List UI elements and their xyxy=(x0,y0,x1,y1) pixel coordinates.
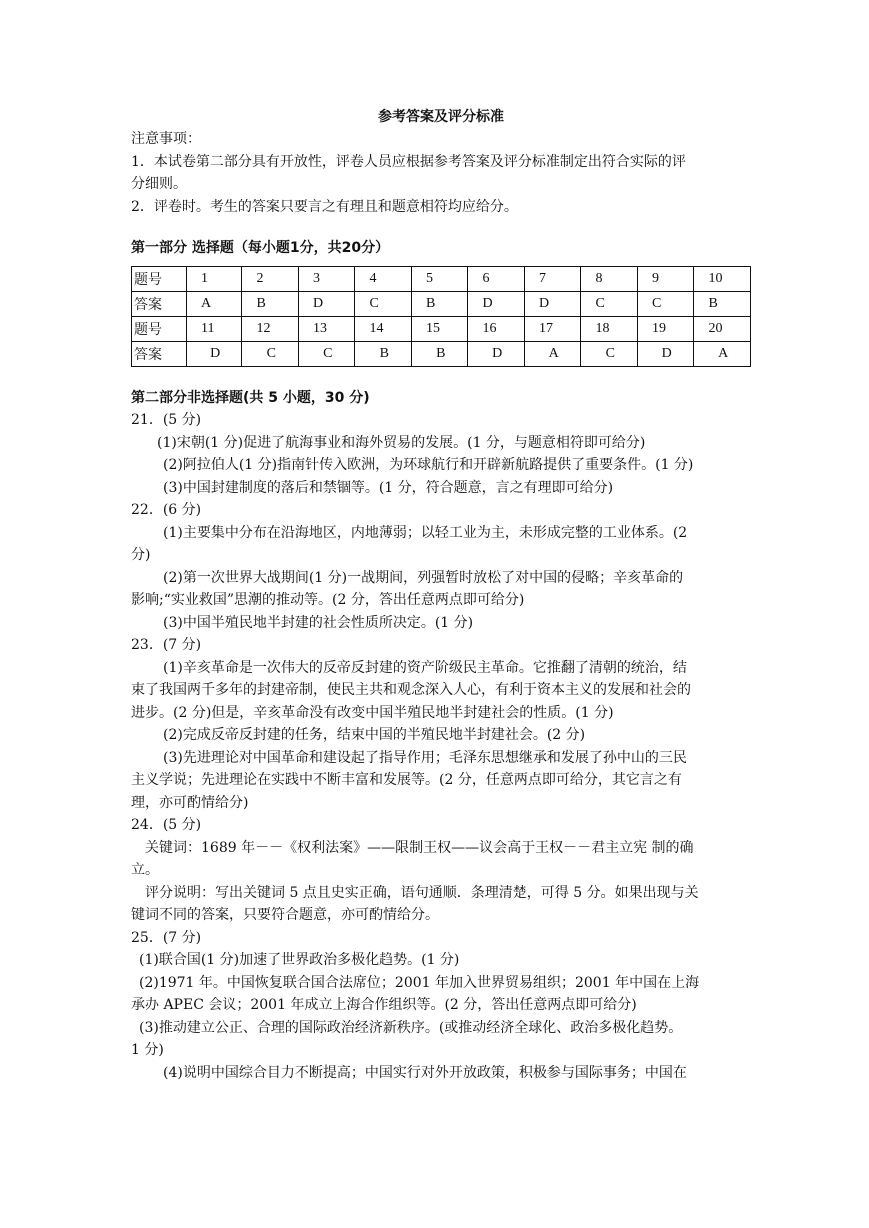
table-cell: D xyxy=(298,291,355,316)
q22-heading: 22．(6 分) xyxy=(131,502,202,518)
q25-answer-3: (3)推动建立公正、合理的国际政治经济新秩序。(或推动经济全球化、政治多极化趋势。 xyxy=(139,1019,683,1036)
q23-answer-3-cont2: 理，亦可酌情给分) xyxy=(131,794,249,811)
row-label: 答案 xyxy=(132,341,187,366)
table-cell: 6 xyxy=(468,266,525,291)
table-cell: D xyxy=(187,341,242,366)
q22-answer-3: (3)中国半殖民地半封建的社会性质所决定。(1 分) xyxy=(163,614,474,631)
q22-answer-1: (1)主要集中分布在沿海地区，内地薄弱；以轻工业为主，未形成完整的工业体系。(2 xyxy=(163,524,688,541)
table-cell: 1 xyxy=(187,266,242,291)
table-cell: 11 xyxy=(187,316,242,341)
row-label: 题号 xyxy=(132,266,187,291)
table-cell: 12 xyxy=(242,316,299,341)
table-cell: B xyxy=(355,341,412,366)
table-cell: 4 xyxy=(355,266,412,291)
table-cell: C xyxy=(581,291,638,316)
q23-answer-1-cont: 束了我国两千多年的封建帝制，使民主共和观念深入人心，有利于资本主义的发展和社会的 xyxy=(131,682,691,698)
q22-answer-1-cont: 分) xyxy=(131,547,151,563)
table-cell: 18 xyxy=(581,316,638,341)
table-cell: D xyxy=(524,291,581,316)
table-cell: D xyxy=(468,341,525,366)
table-cell: 8 xyxy=(581,266,638,291)
q21-answer-1: (1)宋朝(1 分)促进了航海事业和海外贸易的发展。(1 分，与题意相符即可给分) xyxy=(157,434,646,451)
table-cell: 9 xyxy=(637,266,694,291)
table-cell: B xyxy=(411,291,468,316)
q23-answer-1: (1)辛亥革命是一次伟大的反帝反封建的资产阶级民主革命。它推翻了清朝的统治，结 xyxy=(163,659,687,676)
table-row xyxy=(132,291,751,316)
notes-heading: 注意事项： xyxy=(131,131,201,147)
table-cell: C xyxy=(581,341,638,366)
q23-answer-1-cont2: 进步。(2 分)但是，辛亥革命没有改变中国半殖民地半封建社会的性质。(1 分) xyxy=(131,704,614,721)
table-cell: 17 xyxy=(524,316,581,341)
table-cell: A xyxy=(694,341,751,366)
notes-item-2: 2．评卷时。考生的答案只要言之有理且和题意相符均应给分。 xyxy=(131,198,518,215)
table-row xyxy=(132,316,751,341)
page-title: 参考答案及评分标准 xyxy=(378,109,504,125)
table-cell: C xyxy=(637,291,694,316)
table-cell: D xyxy=(468,291,525,316)
q25-answer-2: (2)1971 年。中国恢复联合国合法席位；2001 年加入世界贸易组织；2001 年中国在上海 xyxy=(139,974,700,991)
q23-answer-3: (3)先进理论对中国革命和建设起了指导作用；毛泽东思想继承和发展了孙中山的三民 xyxy=(163,749,687,766)
q21-answer-2: (2)阿拉伯人(1 分)指南针传入欧洲，为环球航行和开辟新航路提供了重要条件。(1 分) xyxy=(163,457,694,473)
table-cell: 7 xyxy=(524,266,581,291)
q21-heading: 21．(5 分) xyxy=(131,412,202,428)
table-cell: 19 xyxy=(637,316,694,341)
table-cell: B xyxy=(242,291,299,316)
answer-table xyxy=(131,266,751,367)
q24-heading: 24．(5 分) xyxy=(131,817,202,833)
spacer xyxy=(131,367,751,387)
table-cell: 10 xyxy=(694,266,751,291)
table-cell: A xyxy=(524,341,581,366)
table-cell: 5 xyxy=(411,266,468,291)
q24-keywords-cont: 立。 xyxy=(131,862,159,878)
notes-item-1: 1．本试卷第二部分具有开放性，评卷人员应根据参考答案及评分标准制定出符合实际的评 xyxy=(131,153,686,170)
q25-answer-1: (1)联合国(1 分)加速了世界政治多极化趋势。(1 分) xyxy=(139,952,460,968)
q23-heading: 23．(7 分) xyxy=(131,637,202,653)
spacer xyxy=(131,218,751,237)
table-cell: A xyxy=(187,291,242,316)
table-cell: 14 xyxy=(355,316,412,341)
notes-item-1-cont: 分细则。 xyxy=(131,176,187,192)
table-cell: D xyxy=(637,341,694,366)
q22-answer-2: (2)第一次世界大战期间(1 分)一战期间，列强暂时放松了对中国的侵略；辛亥革命的 xyxy=(163,569,684,586)
table-cell: B xyxy=(411,341,468,366)
q25-heading: 25．(7 分) xyxy=(131,929,202,946)
table-row xyxy=(132,266,751,291)
q24-scoring-note: 评分说明：写出关键词 5 点且史实正确，语句通顺．条理清楚，可得 5 分。如果出现与关 xyxy=(145,884,699,901)
q25-answer-4: (4)说明中国综合目力不断提高；中国实行对外开放政策，积极参与国际事务；中国在 xyxy=(163,1064,687,1081)
q21-answer-3: (3)中国封建制度的落后和禁锢等。(1 分，符合题意，言之有理即可给分) xyxy=(163,479,614,496)
table-cell: 20 xyxy=(694,316,751,341)
table-cell: 13 xyxy=(298,316,355,341)
part2-heading: 第二部分非选择题(共 5 小题，30 分) xyxy=(131,389,370,406)
q24-keywords: 关键词：1689 年－－《权利法案》——限制王权——议会高于王权－－君主立宪 制的确 xyxy=(145,839,694,856)
table-row xyxy=(132,341,751,366)
q23-answer-2: (2)完成反帝反封建的任务，结束中国的半殖民地半封建社会。(2 分) xyxy=(163,727,586,743)
table-cell: C xyxy=(298,341,355,366)
table-cell: C xyxy=(242,341,299,366)
table-cell: C xyxy=(355,291,412,316)
row-label: 题号 xyxy=(132,316,187,341)
q24-scoring-note-cont: 键词不同的答案，只要符合题意，亦可酌情给分。 xyxy=(131,907,439,923)
q25-answer-2-cont: 承办 APEC 会议；2001 年成立上海合作组织等。(2 分，答出任意两点即可给分) xyxy=(131,997,637,1013)
table-cell: 3 xyxy=(298,266,355,291)
table-cell: B xyxy=(694,291,751,316)
row-label: 答案 xyxy=(132,291,187,316)
part1-heading: 第一部分 选择题（每小题1分，共20分） xyxy=(131,240,390,256)
table-cell: 15 xyxy=(411,316,468,341)
q22-answer-2-cont: 影响;“实业救国”思潮的推动等。(2 分，答出任意两点即可给分) xyxy=(131,592,525,608)
table-cell: 16 xyxy=(468,316,525,341)
table-cell: 2 xyxy=(242,266,299,291)
document-content xyxy=(131,106,751,1084)
q23-answer-3-cont: 主义学说；先进理论在实践中不断丰富和发展等。(2 分，任意两点即可给分，其它言之有 xyxy=(131,772,682,788)
q25-answer-3-cont: 1 分) xyxy=(131,1042,164,1058)
